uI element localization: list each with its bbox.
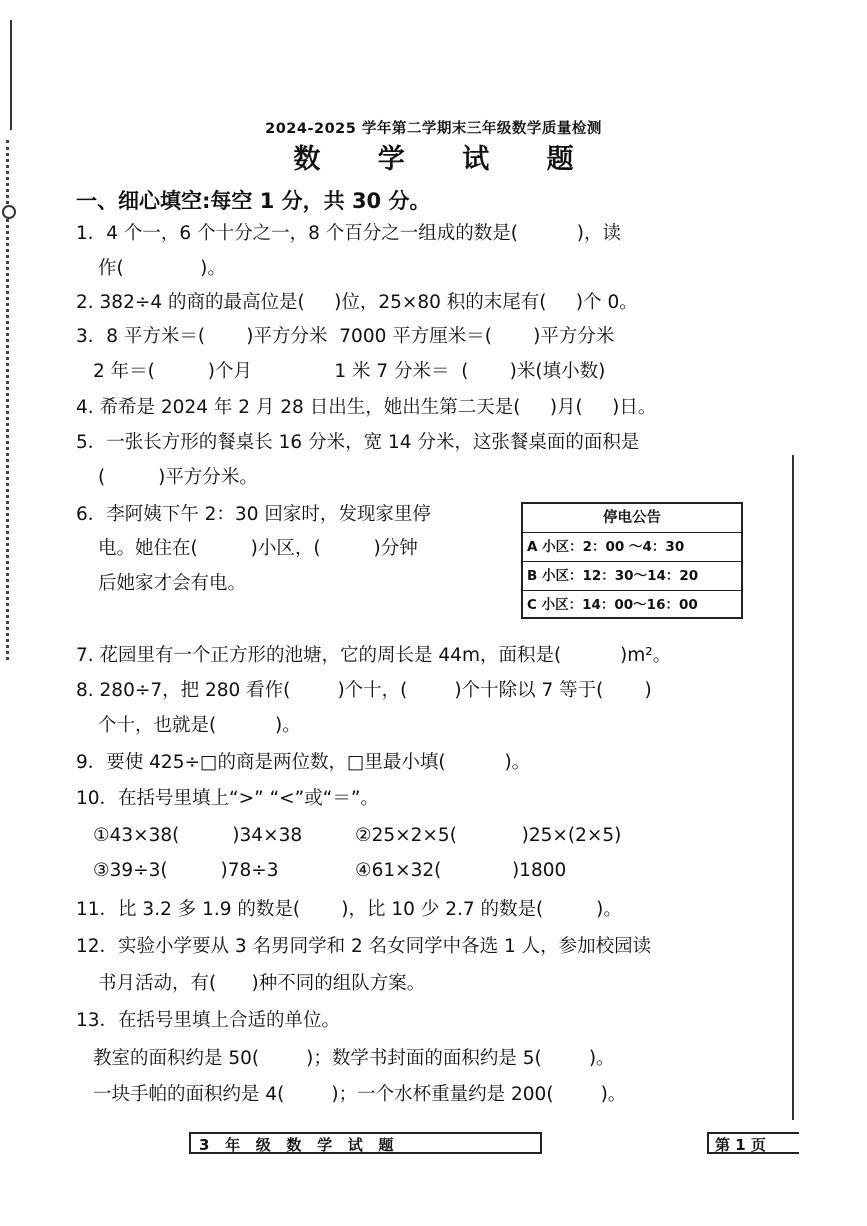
question-line: 8. 280÷7，把 280 看作( )个十，( )个十除以 7 等于( ) <box>76 680 652 701</box>
page-title: 数 学 试 题 <box>293 144 598 175</box>
question-line: 3．8 平方米＝( )平方分米 7000 平方厘米＝( )平方分米 <box>76 326 615 347</box>
power-outage-notice <box>521 502 743 619</box>
question-line: 5．一张长方形的餐桌长 16 分米，宽 14 分米，这张餐桌面的面积是 <box>76 432 640 453</box>
exam-info: 2024-2025 学年第二学期末三年级数学质量检测 <box>265 121 602 137</box>
question-line: 电。她住在( )小区，( )分钟 <box>98 538 418 559</box>
question-line: 2 年＝( )个月 1 米 7 分米＝ ( )米(填小数) <box>93 361 606 382</box>
binding-hole <box>2 205 16 219</box>
question-line: 11．比 3.2 多 1.9 的数是( )，比 10 少 2.7 的数是( )。 <box>76 899 622 920</box>
question-line: 1．4 个一，6 个十分之一，8 个百分之一组成的数是( )，读 <box>76 223 621 244</box>
question-line: 后她家才会有电。 <box>98 573 247 594</box>
question-line: 4. 希希是 2024 年 2 月 28 日出生，她出生第二天是( )月( )日。 <box>76 397 657 418</box>
question-line: 作( )。 <box>98 258 226 279</box>
question-line: ①43×38( )34×38 ②25×2×5( )25×(2×5) <box>93 825 622 846</box>
question-line: 一块手帕的面积约是 4( )；一个水杯重量约是 200( )。 <box>93 1084 627 1105</box>
binding-line <box>10 20 12 130</box>
question-line: 6．李阿姨下午 2：30 回家时，发现家里停 <box>76 504 431 525</box>
question-line: 9．要使 425÷□的商是两位数，□里最小填( )。 <box>76 752 531 773</box>
notice-row-b: B 小区：12：30～14：20 <box>523 561 741 590</box>
notice-title: 停电公告 <box>603 510 661 526</box>
notice-row-a: A 小区：2：00 ～4：30 <box>523 532 741 561</box>
question-line: 7. 花园里有一个正方形的池塘，它的周长是 44m，面积是( )m²。 <box>76 645 672 666</box>
question-line: 2. 382÷4 的商的最高位是( )位，25×80 积的末尾有( )个 0。 <box>76 292 638 313</box>
question-line: 13．在括号里填上合适的单位。 <box>76 1010 341 1031</box>
question-line: ( )平方分米。 <box>98 467 258 488</box>
question-line: ③39÷3( )78÷3 ④61×32( )1800 <box>93 860 567 881</box>
margin-line <box>792 455 794 1120</box>
notice-row-c: C 小区：14：00～16：00 <box>523 590 741 619</box>
section-heading: 一、细心填空:每空 1 分，共 30 分。 <box>76 189 431 213</box>
question-line: 教室的面积约是 50( )；数学书封面的面积约是 5( )。 <box>93 1048 615 1069</box>
footer-subject: 3 年 级 数 学 试 题 <box>189 1132 542 1154</box>
question-line: 12．实验小学要从 3 名男同学和 2 名女同学中各选 1 人，参加校园读 <box>76 936 652 957</box>
question-line: 个十，也就是( )。 <box>98 715 301 736</box>
question-line: 10．在括号里填上“>” “<”或“＝”。 <box>76 788 379 809</box>
page-number: 第 1 页 <box>707 1132 799 1154</box>
question-line: 书月活动，有( )种不同的组队方案。 <box>98 973 426 994</box>
